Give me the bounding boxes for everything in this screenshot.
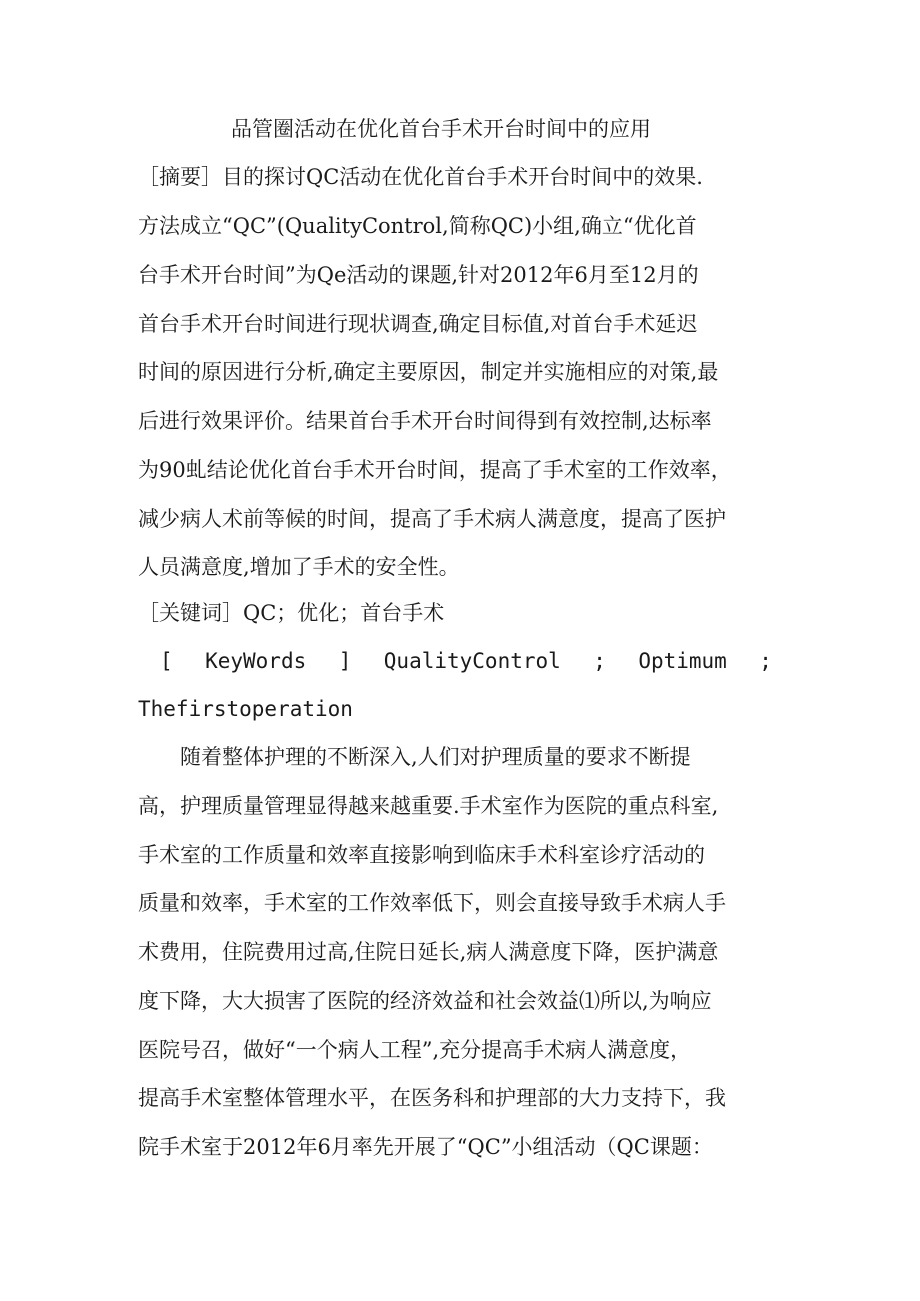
body-line: 高，护理质量管理显得越来越重要.手术室作为医院的重点科室, xyxy=(138,794,719,818)
body-line: 质量和效率，手术室的工作效率低下，则会直接导致手术病人手 xyxy=(138,891,726,915)
body-line: 院手术室于2012年6月率先开展了“QC”小组活动（QC课题： xyxy=(138,1135,713,1159)
document-title: 品管圈活动在优化首台手术开台时间中的应用 xyxy=(231,117,651,141)
abstract-line: 首台手术开台时间进行现状调查,确定目标值,对首台手术延迟 xyxy=(138,312,698,336)
body-line: 手术室的工作质量和效率直接影响到临床手术科室诊疗活动的 xyxy=(138,843,705,867)
abstract-line: 时间的原因进行分析,确定主要原因，制定并实施相应的对策,最 xyxy=(138,360,719,384)
keyword-quality-control: QualityControl xyxy=(383,649,561,673)
abstract-line: 后进行效果评价。结果首台手术开台时间得到有效控制,达标率 xyxy=(138,409,712,433)
abstract-line: 人员满意度,增加了手术的安全性。 xyxy=(138,555,460,579)
keywords-cn: ［关键词］QC；优化；首台手术 xyxy=(138,601,445,625)
keyword-separator: ; xyxy=(593,649,606,673)
abstract-line: ［摘要］目的探讨QC活动在优化首台手术开台时间中的效果. xyxy=(138,165,703,189)
body-line: 度下降，大大损害了医院的经济效益和社会效益⑴所以,为响应 xyxy=(138,989,712,1013)
keyword-optimum: Optimum xyxy=(638,649,727,673)
body-line: 提高手术室整体管理水平，在医务科和护理部的大力支持下，我 xyxy=(138,1086,726,1110)
keywords-label: KeyWords xyxy=(205,649,307,673)
abstract-line: 减少病人术前等候的时间，提高了手术病人满意度，提高了医护 xyxy=(138,507,726,531)
body-line: 术费用，住院费用过高,住院日延长,病人满意度下降，医护满意 xyxy=(138,940,719,964)
body-line: 随着整体护理的不断深入,人们对护理质量的要求不断提 xyxy=(138,745,691,769)
body-line: 医院号召，做好“一个病人工程”,充分提高手术病人满意度， xyxy=(138,1038,692,1062)
keyword-separator: ; xyxy=(759,649,772,673)
keywords-open-bracket: [ xyxy=(160,649,173,673)
abstract-line: 方法成立“QC”(QualityControl,简称QC)小组,确立“优化首 xyxy=(138,214,697,238)
keywords-en-row xyxy=(160,646,772,676)
keyword-first-operation: Thefirstoperation xyxy=(138,697,353,721)
abstract-line: 为90虬结论优化首台手术开台时间，提高了手术室的工作效率， xyxy=(138,458,732,482)
abstract-line: 台手术开台时间”为Qe活动的课题,针对2012年6月至12月的 xyxy=(138,263,699,287)
keywords-close-bracket: ] xyxy=(338,649,352,673)
